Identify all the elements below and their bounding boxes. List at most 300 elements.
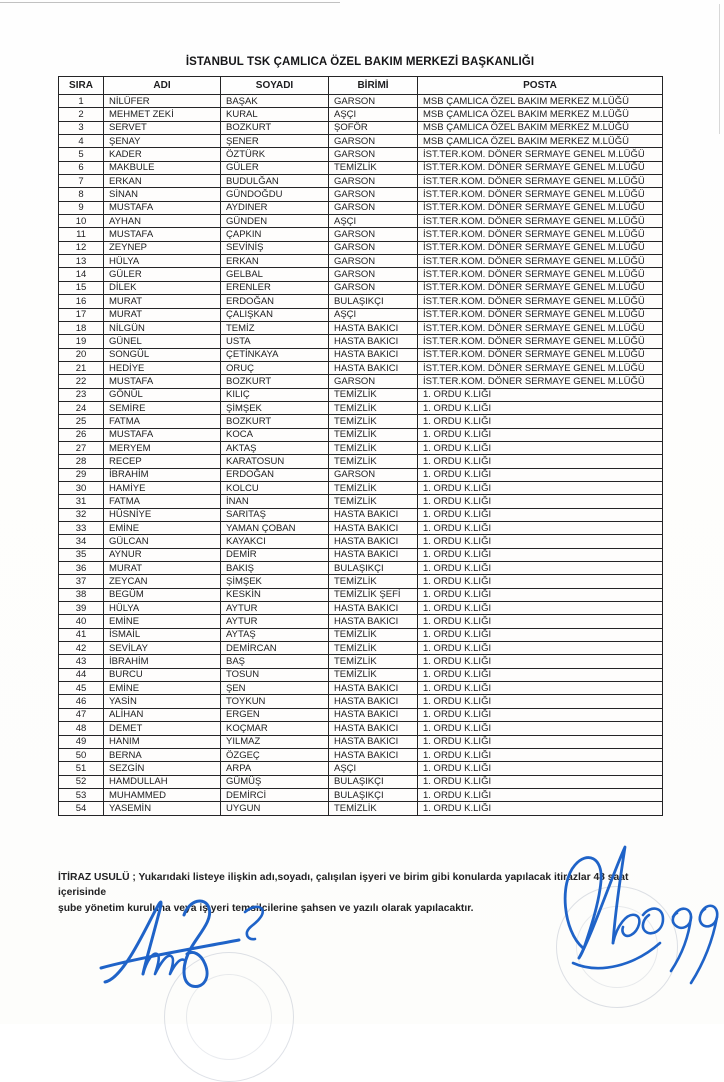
cell-soyadi: GÜLER — [221, 161, 329, 174]
cell-adi: GÜNEL — [104, 335, 221, 348]
table-row — [59, 241, 663, 254]
cell-sira: 6 — [59, 161, 104, 174]
cell-sira: 27 — [59, 441, 104, 454]
cell-sira: 1 — [59, 95, 104, 108]
cell-sira: 3 — [59, 121, 104, 134]
table-row — [59, 255, 663, 268]
cell-soyadi: ERGEN — [221, 708, 329, 721]
cell-birimi: HASTA BAKICI — [329, 321, 418, 334]
cell-birimi: HASTA BAKICI — [329, 735, 418, 748]
cell-birimi: TEMİZLİK — [329, 655, 418, 668]
cell-posta: İST.TER.KOM. DÖNER SERMAYE GENEL M.LÜĞÜ — [418, 148, 663, 161]
cell-birimi: HASTA BAKICI — [329, 748, 418, 761]
cell-soyadi: ERDOĞAN — [221, 295, 329, 308]
cell-soyadi: GÜNDOĞDU — [221, 188, 329, 201]
cell-soyadi: KOLCU — [221, 481, 329, 494]
cell-adi: HEDİYE — [104, 361, 221, 374]
cell-soyadi: BOZKURT — [221, 375, 329, 388]
table-row — [59, 682, 663, 695]
cell-posta: 1. ORDU K.LIĞI — [418, 415, 663, 428]
cell-birimi: TEMİZLİK — [329, 401, 418, 414]
table-row — [59, 522, 663, 535]
cell-soyadi: ORUÇ — [221, 361, 329, 374]
table-row — [59, 148, 663, 161]
cell-posta: İST.TER.KOM. DÖNER SERMAYE GENEL M.LÜĞÜ — [418, 228, 663, 241]
table-row — [59, 602, 663, 615]
cell-sira: 16 — [59, 295, 104, 308]
cell-posta: 1. ORDU K.LIĞI — [418, 682, 663, 695]
cell-soyadi: BOZKURT — [221, 121, 329, 134]
cell-sira: 32 — [59, 508, 104, 521]
cell-sira: 10 — [59, 215, 104, 228]
cell-birimi: HASTA BAKICI — [329, 695, 418, 708]
cell-sira: 54 — [59, 802, 104, 815]
table-row — [59, 788, 663, 801]
table-row — [59, 735, 663, 748]
table-row — [59, 161, 663, 174]
cell-adi: ZEYNEP — [104, 241, 221, 254]
cell-birimi: TEMİZLİK — [329, 802, 418, 815]
cell-soyadi: GELBAL — [221, 268, 329, 281]
table-row — [59, 401, 663, 414]
cell-posta: 1. ORDU K.LIĞI — [418, 602, 663, 615]
cell-sira: 9 — [59, 201, 104, 214]
cell-posta: 1. ORDU K.LIĞI — [418, 441, 663, 454]
cell-birimi: ŞOFÖR — [329, 121, 418, 134]
signature-right — [555, 843, 720, 998]
cell-posta: İST.TER.KOM. DÖNER SERMAYE GENEL M.LÜĞÜ — [418, 335, 663, 348]
scan-edge-line — [0, 2, 340, 3]
cell-adi: FATMA — [104, 415, 221, 428]
cell-sira: 17 — [59, 308, 104, 321]
cell-birimi: GARSON — [329, 375, 418, 388]
cell-posta: İST.TER.KOM. DÖNER SERMAYE GENEL M.LÜĞÜ — [418, 188, 663, 201]
cell-posta: 1. ORDU K.LIĞI — [418, 722, 663, 735]
cell-posta: MSB ÇAMLICA ÖZEL BAKIM MERKEZ M.LÜĞÜ — [418, 135, 663, 148]
cell-birimi: GARSON — [329, 241, 418, 254]
cell-birimi: AŞÇI — [329, 308, 418, 321]
cell-soyadi: ÇAPKIN — [221, 228, 329, 241]
cell-soyadi: ÖZGEÇ — [221, 748, 329, 761]
cell-sira: 43 — [59, 655, 104, 668]
cell-soyadi: UYGUN — [221, 802, 329, 815]
table-row — [59, 481, 663, 494]
cell-sira: 24 — [59, 401, 104, 414]
cell-birimi: AŞÇI — [329, 108, 418, 121]
cell-adi: MURAT — [104, 562, 221, 575]
cell-adi: MURAT — [104, 308, 221, 321]
cell-sira: 5 — [59, 148, 104, 161]
cell-posta: İST.TER.KOM. DÖNER SERMAYE GENEL M.LÜĞÜ — [418, 268, 663, 281]
cell-sira: 37 — [59, 575, 104, 588]
cell-adi: SEMİRE — [104, 401, 221, 414]
cell-posta: 1. ORDU K.LIĞI — [418, 575, 663, 588]
table-row — [59, 415, 663, 428]
table-row — [59, 695, 663, 708]
cell-soyadi: KOÇMAR — [221, 722, 329, 735]
cell-sira: 45 — [59, 682, 104, 695]
cell-adi: EMİNE — [104, 682, 221, 695]
cell-adi: İBRAHİM — [104, 468, 221, 481]
cell-birimi: AŞÇI — [329, 762, 418, 775]
cell-sira: 2 — [59, 108, 104, 121]
table-row — [59, 108, 663, 121]
table-row — [59, 135, 663, 148]
cell-adi: İBRAHİM — [104, 655, 221, 668]
table-row — [59, 201, 663, 214]
column-header: SOYADI — [221, 77, 329, 95]
cell-birimi: BULAŞIKÇI — [329, 562, 418, 575]
table-row — [59, 562, 663, 575]
cell-posta: 1. ORDU K.LIĞI — [418, 735, 663, 748]
signature-left — [97, 890, 272, 1005]
cell-adi: HAMDULLAH — [104, 775, 221, 788]
cell-posta: 1. ORDU K.LIĞI — [418, 802, 663, 815]
cell-posta: 1. ORDU K.LIĞI — [418, 428, 663, 441]
cell-sira: 53 — [59, 788, 104, 801]
cell-sira: 49 — [59, 735, 104, 748]
cell-posta: 1. ORDU K.LIĞI — [418, 695, 663, 708]
cell-posta: 1. ORDU K.LIĞI — [418, 401, 663, 414]
table-row — [59, 775, 663, 788]
cell-sira: 50 — [59, 748, 104, 761]
table-row — [59, 321, 663, 334]
cell-adi: EMİNE — [104, 615, 221, 628]
cell-sira: 39 — [59, 602, 104, 615]
cell-birimi: GARSON — [329, 175, 418, 188]
cell-posta: 1. ORDU K.LIĞI — [418, 508, 663, 521]
table-row — [59, 722, 663, 735]
cell-posta: 1. ORDU K.LIĞI — [418, 455, 663, 468]
cell-birimi: GARSON — [329, 228, 418, 241]
cell-sira: 36 — [59, 562, 104, 575]
cell-birimi: GARSON — [329, 95, 418, 108]
cell-posta: İST.TER.KOM. DÖNER SERMAYE GENEL M.LÜĞÜ — [418, 255, 663, 268]
cell-sira: 48 — [59, 722, 104, 735]
cell-birimi: HASTA BAKICI — [329, 615, 418, 628]
cell-sira: 33 — [59, 522, 104, 535]
table-row — [59, 95, 663, 108]
cell-birimi: GARSON — [329, 135, 418, 148]
cell-soyadi: ŞENER — [221, 135, 329, 148]
table-row — [59, 175, 663, 188]
table-row — [59, 575, 663, 588]
cell-birimi: AŞÇI — [329, 215, 418, 228]
cell-soyadi: ÇALIŞKAN — [221, 308, 329, 321]
cell-soyadi: AYTUR — [221, 602, 329, 615]
cell-posta: 1. ORDU K.LIĞI — [418, 522, 663, 535]
cell-sira: 47 — [59, 708, 104, 721]
cell-adi: GÖNÜL — [104, 388, 221, 401]
cell-sira: 29 — [59, 468, 104, 481]
table-row — [59, 628, 663, 641]
table-row — [59, 588, 663, 601]
table-row — [59, 535, 663, 548]
cell-birimi: TEMİZLİK — [329, 668, 418, 681]
cell-posta: 1. ORDU K.LIĞI — [418, 668, 663, 681]
cell-birimi: TEMİZLİK — [329, 441, 418, 454]
table-row — [59, 361, 663, 374]
cell-adi: NİLÜFER — [104, 95, 221, 108]
cell-sira: 12 — [59, 241, 104, 254]
cell-soyadi: GÜNDEN — [221, 215, 329, 228]
cell-posta: 1. ORDU K.LIĞI — [418, 788, 663, 801]
cell-sira: 4 — [59, 135, 104, 148]
table-row — [59, 268, 663, 281]
cell-sira: 14 — [59, 268, 104, 281]
cell-sira: 34 — [59, 535, 104, 548]
cell-adi: BEGÜM — [104, 588, 221, 601]
cell-soyadi: ŞEN — [221, 682, 329, 695]
cell-sira: 8 — [59, 188, 104, 201]
cell-birimi: BULAŞIKÇI — [329, 775, 418, 788]
cell-soyadi: DEMİR — [221, 548, 329, 561]
cell-posta: 1. ORDU K.LIĞI — [418, 655, 663, 668]
cell-adi: KADER — [104, 148, 221, 161]
cell-posta: 1. ORDU K.LIĞI — [418, 535, 663, 548]
table-row — [59, 642, 663, 655]
cell-birimi: TEMİZLİK — [329, 481, 418, 494]
cell-posta: MSB ÇAMLICA ÖZEL BAKIM MERKEZ M.LÜĞÜ — [418, 95, 663, 108]
cell-soyadi: YILMAZ — [221, 735, 329, 748]
column-header: BİRİMİ — [329, 77, 418, 95]
cell-adi: MUHAMMED — [104, 788, 221, 801]
cell-posta: 1. ORDU K.LIĞI — [418, 481, 663, 494]
cell-adi: HAMİYE — [104, 481, 221, 494]
table-row — [59, 441, 663, 454]
cell-adi: MAKBULE — [104, 161, 221, 174]
cell-adi: EMİNE — [104, 522, 221, 535]
cell-birimi: TEMİZLİK — [329, 428, 418, 441]
cell-soyadi: DEMİRCİ — [221, 788, 329, 801]
cell-soyadi: KILIÇ — [221, 388, 329, 401]
cell-posta: 1. ORDU K.LIĞI — [418, 388, 663, 401]
cell-sira: 25 — [59, 415, 104, 428]
cell-posta: İST.TER.KOM. DÖNER SERMAYE GENEL M.LÜĞÜ — [418, 308, 663, 321]
cell-birimi: GARSON — [329, 281, 418, 294]
cell-sira: 46 — [59, 695, 104, 708]
cell-posta: 1. ORDU K.LIĞI — [418, 495, 663, 508]
table-row — [59, 615, 663, 628]
cell-adi: MUSTAFA — [104, 375, 221, 388]
cell-adi: ALİHAN — [104, 708, 221, 721]
table-row — [59, 215, 663, 228]
cell-adi: MUSTAFA — [104, 201, 221, 214]
cell-posta: 1. ORDU K.LIĞI — [418, 748, 663, 761]
cell-sira: 18 — [59, 321, 104, 334]
table-row — [59, 308, 663, 321]
cell-soyadi: ŞİMŞEK — [221, 575, 329, 588]
cell-soyadi: KESKİN — [221, 588, 329, 601]
cell-soyadi: AYDINER — [221, 201, 329, 214]
table-row — [59, 188, 663, 201]
table-row — [59, 335, 663, 348]
cell-sira: 42 — [59, 642, 104, 655]
cell-soyadi: ÖZTÜRK — [221, 148, 329, 161]
cell-adi: AYNUR — [104, 548, 221, 561]
cell-adi: HÜLYA — [104, 602, 221, 615]
cell-sira: 38 — [59, 588, 104, 601]
cell-soyadi: TOYKUN — [221, 695, 329, 708]
table-row — [59, 295, 663, 308]
cell-sira: 51 — [59, 762, 104, 775]
cell-birimi: TEMİZLİK — [329, 415, 418, 428]
cell-birimi: GARSON — [329, 268, 418, 281]
table-row — [59, 802, 663, 815]
table-row — [59, 455, 663, 468]
cell-posta: 1. ORDU K.LIĞI — [418, 548, 663, 561]
cell-adi: MURAT — [104, 295, 221, 308]
cell-adi: ŞENAY — [104, 135, 221, 148]
cell-birimi: HASTA BAKICI — [329, 548, 418, 561]
cell-birimi: HASTA BAKICI — [329, 682, 418, 695]
cell-sira: 13 — [59, 255, 104, 268]
cell-posta: İST.TER.KOM. DÖNER SERMAYE GENEL M.LÜĞÜ — [418, 215, 663, 228]
column-header: ADI — [104, 77, 221, 95]
cell-birimi: TEMİZLİK — [329, 161, 418, 174]
cell-adi: ERKAN — [104, 175, 221, 188]
cell-birimi: TEMİZLİK — [329, 495, 418, 508]
cell-posta: 1. ORDU K.LIĞI — [418, 642, 663, 655]
cell-birimi: HASTA BAKICI — [329, 335, 418, 348]
cell-soyadi: USTA — [221, 335, 329, 348]
cell-birimi: HASTA BAKICI — [329, 361, 418, 374]
cell-posta: İST.TER.KOM. DÖNER SERMAYE GENEL M.LÜĞÜ — [418, 361, 663, 374]
page-title: İSTANBUL TSK ÇAMLICA ÖZEL BAKIM MERKEZİ BAŞKANLIĞI — [185, 56, 535, 68]
table-header-row — [59, 77, 663, 95]
table-row — [59, 548, 663, 561]
cell-posta: 1. ORDU K.LIĞI — [418, 588, 663, 601]
cell-adi: SERVET — [104, 121, 221, 134]
cell-birimi: HASTA BAKICI — [329, 708, 418, 721]
table-row — [59, 375, 663, 388]
cell-birimi: HASTA BAKICI — [329, 602, 418, 615]
cell-soyadi: SEVİNİŞ — [221, 241, 329, 254]
table-body — [59, 95, 663, 816]
cell-birimi: GARSON — [329, 201, 418, 214]
cell-posta: İST.TER.KOM. DÖNER SERMAYE GENEL M.LÜĞÜ — [418, 295, 663, 308]
cell-birimi: HASTA BAKICI — [329, 508, 418, 521]
note-line-2: şube yönetim kuruluna veya iş yeri temsilcilerine şahsen ve yazılı olarak yapılacaktır. — [58, 902, 474, 914]
cell-sira: 28 — [59, 455, 104, 468]
table-row — [59, 495, 663, 508]
cell-birimi: TEMİZLİK — [329, 628, 418, 641]
table-row — [59, 281, 663, 294]
cell-adi: MERYEM — [104, 441, 221, 454]
cell-soyadi: KOCA — [221, 428, 329, 441]
cell-soyadi: BUDULĞAN — [221, 175, 329, 188]
personnel-table — [58, 76, 663, 816]
cell-birimi: BULAŞIKÇI — [329, 295, 418, 308]
cell-adi: SEZGİN — [104, 762, 221, 775]
cell-birimi: GARSON — [329, 468, 418, 481]
cell-adi: İSMAİL — [104, 628, 221, 641]
cell-sira: 52 — [59, 775, 104, 788]
cell-posta: İST.TER.KOM. DÖNER SERMAYE GENEL M.LÜĞÜ — [418, 348, 663, 361]
cell-soyadi: TEMİZ — [221, 321, 329, 334]
cell-sira: 20 — [59, 348, 104, 361]
cell-adi: NİLGÜN — [104, 321, 221, 334]
table-row — [59, 388, 663, 401]
cell-posta: İST.TER.KOM. DÖNER SERMAYE GENEL M.LÜĞÜ — [418, 201, 663, 214]
cell-birimi: TEMİZLİK — [329, 455, 418, 468]
cell-adi: SEVİLAY — [104, 642, 221, 655]
column-header: POSTA — [418, 77, 663, 95]
cell-sira: 26 — [59, 428, 104, 441]
cell-birimi: HASTA BAKICI — [329, 722, 418, 735]
cell-posta: İST.TER.KOM. DÖNER SERMAYE GENEL M.LÜĞÜ — [418, 321, 663, 334]
cell-soyadi: KARATOSUN — [221, 455, 329, 468]
cell-soyadi: GÜMÜŞ — [221, 775, 329, 788]
cell-birimi: TEMİZLİK — [329, 642, 418, 655]
cell-sira: 23 — [59, 388, 104, 401]
cell-adi: BURCU — [104, 668, 221, 681]
cell-adi: FATMA — [104, 495, 221, 508]
table-row — [59, 348, 663, 361]
cell-soyadi: TOSUN — [221, 668, 329, 681]
cell-adi: ZEYCAN — [104, 575, 221, 588]
cell-soyadi: ERDOĞAN — [221, 468, 329, 481]
cell-soyadi: BAŞ — [221, 655, 329, 668]
table-row — [59, 228, 663, 241]
cell-soyadi: BAKIŞ — [221, 562, 329, 575]
table-row — [59, 121, 663, 134]
cell-adi: MEHMET ZEKİ — [104, 108, 221, 121]
cell-adi: MUSTAFA — [104, 228, 221, 241]
note-line-1: İTİRAZ USULÜ ; Yukarıdaki listeye ilişkin adı,soyadı, çalışılan işyeri ve birim gibi konularda yapılacak itirazlar 48 saat içerisinde — [58, 872, 629, 899]
cell-soyadi: AYTAŞ — [221, 628, 329, 641]
cell-adi: HÜSNİYE — [104, 508, 221, 521]
cell-birimi: GARSON — [329, 148, 418, 161]
cell-birimi: HASTA BAKICI — [329, 522, 418, 535]
cell-sira: 30 — [59, 481, 104, 494]
cell-soyadi: BAŞAK — [221, 95, 329, 108]
cell-sira: 11 — [59, 228, 104, 241]
scan-edge-line — [719, 4, 720, 134]
cell-sira: 7 — [59, 175, 104, 188]
cell-sira: 15 — [59, 281, 104, 294]
table-row — [59, 655, 663, 668]
cell-posta: 1. ORDU K.LIĞI — [418, 562, 663, 575]
cell-posta: 1. ORDU K.LIĞI — [418, 708, 663, 721]
cell-sira: 21 — [59, 361, 104, 374]
cell-soyadi: AKTAŞ — [221, 441, 329, 454]
cell-sira: 35 — [59, 548, 104, 561]
cell-posta: 1. ORDU K.LIĞI — [418, 615, 663, 628]
cell-posta: İST.TER.KOM. DÖNER SERMAYE GENEL M.LÜĞÜ — [418, 161, 663, 174]
cell-birimi: HASTA BAKICI — [329, 535, 418, 548]
cell-adi: SONGÜL — [104, 348, 221, 361]
table-row — [59, 748, 663, 761]
cell-soyadi: ERENLER — [221, 281, 329, 294]
table-row — [59, 762, 663, 775]
cell-adi: HANIM — [104, 735, 221, 748]
cell-adi: BERNA — [104, 748, 221, 761]
cell-adi: SİNAN — [104, 188, 221, 201]
cell-birimi: GARSON — [329, 255, 418, 268]
cell-soyadi: YAMAN ÇOBAN — [221, 522, 329, 535]
cell-posta: 1. ORDU K.LIĞI — [418, 468, 663, 481]
cell-adi: AYHAN — [104, 215, 221, 228]
cell-adi: GÜLER — [104, 268, 221, 281]
cell-soyadi: ERKAN — [221, 255, 329, 268]
cell-adi: RECEP — [104, 455, 221, 468]
cell-posta: İST.TER.KOM. DÖNER SERMAYE GENEL M.LÜĞÜ — [418, 375, 663, 388]
cell-soyadi: İNAN — [221, 495, 329, 508]
cell-soyadi: KURAL — [221, 108, 329, 121]
cell-adi: YASEMİN — [104, 802, 221, 815]
cell-adi: GÜLCAN — [104, 535, 221, 548]
